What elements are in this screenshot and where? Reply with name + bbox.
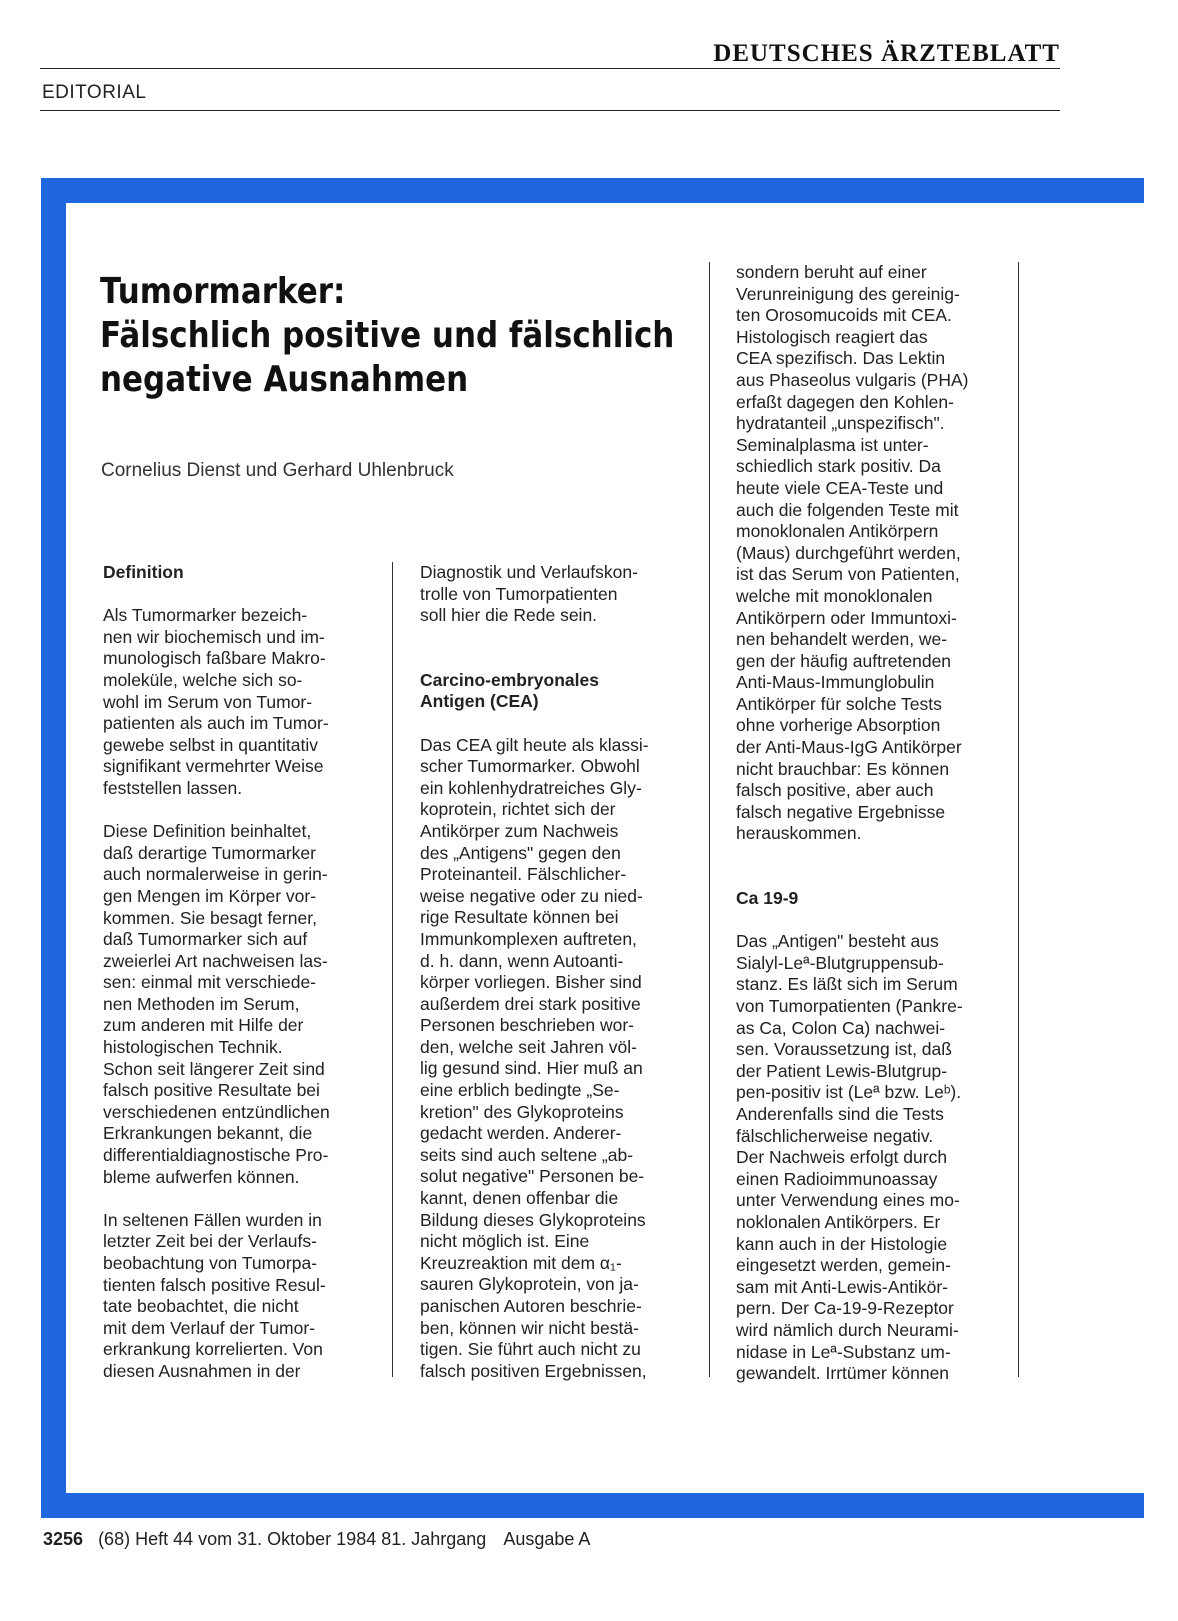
paragraph [420,562,700,627]
text-line: eingesetzt werden, gemein- [736,1255,951,1276]
text-line: Kreuzreaktion mit dem α₁- [420,1252,622,1273]
text-line: sen: einmal mit verschiede- [103,972,316,993]
heading-definition: Definition [103,562,184,582]
text-line: nen wir biochemisch und im- [103,626,325,647]
text-line: hydratanteil „unspezifisch". [736,413,945,434]
heading-cea [420,670,700,713]
text-line: der Patient Lewis-Blutgrup- [736,1060,948,1081]
page-footer [43,1529,590,1550]
heading-ca199: Ca 19-9 [736,888,799,909]
text-line: gedacht werden. Anderer- [420,1123,622,1144]
text-line: Proteinanteil. Fälschlicher- [420,864,627,885]
text-line: patienten als auch im Tumor- [103,713,329,734]
text-line: daß derartige Tumormarker [103,842,316,863]
text-line: Antikörper zum Nachweis [420,820,619,841]
text-line: Anderenfalls sind die Tests [736,1103,944,1124]
text-line: gewandelt. Irrtümer können [736,1363,950,1384]
text-line: Immunkomplexen auftreten, [420,928,637,949]
text-line: ten Orosomucoids mit CEA. [736,305,952,326]
column-divider [1018,262,1019,1377]
text-line: den, welche seit Jahren völ- [420,1036,637,1057]
text-line: Erkrankungen bekannt, die [103,1123,313,1144]
text-line: In seltenen Fällen wurden in [103,1209,322,1230]
text-line: Personen beschrieben wor- [420,1015,635,1036]
text-line: d. h. dann, wenn Autoanti- [420,950,624,971]
text-line: monoklonalen Antikörpern [736,521,939,542]
text-line: verschiedenen entzündlichen [103,1101,330,1122]
text-line: tate beobachtet, die nicht [103,1296,299,1317]
text-line: gen der häufig auftretenden [736,650,952,671]
text-line: Carcino-embryonales [420,669,599,690]
text-line: wohl im Serum von Tumor- [103,691,313,712]
paragraph [736,931,1016,1384]
text-line: kannt, denen offenbar die [420,1188,619,1209]
text-line: der Anti-Maus-IgG Antikörper [736,737,962,758]
article-title [100,270,675,402]
text-line: falsch positive Resultate bei [103,1080,320,1101]
text-line: ohne vorherige Absorption [736,715,941,736]
text-line: pern. Der Ca-19-9-Rezeptor [736,1298,954,1319]
text-line: sam mit Anti-Lewis-Antikör- [736,1276,948,1297]
text-line: welche mit monoklonalen [736,585,933,606]
text-line: aus Phaseolus vulgaris (PHA) [736,369,969,390]
text-line: daß Tumormarker sich auf [103,929,308,950]
text-line: Antikörpern oder Immuntoxi- [736,607,957,628]
column-divider [392,562,393,1377]
section-rule [40,110,1060,111]
text-line: Histologisch reagiert das [736,326,928,347]
section-label: EDITORIAL [42,82,147,103]
text-line: Antigen (CEA) [420,691,539,712]
text-line: einen Radioimmunoassay [736,1168,938,1189]
paragraph [103,605,383,799]
text-line: wird nämlich durch Neurami- [736,1319,959,1340]
paragraph [420,735,700,1383]
text-line: lig gesund sind. Hier muß an [420,1058,643,1079]
text-line: außerdem drei stark positive [420,993,641,1014]
text-line: weise negative oder zu nied- [420,885,643,906]
text-line: Seminalplasma ist unter- [736,434,929,455]
article-authors: Cornelius Dienst und Gerhard Uhlenbruck [101,460,454,481]
text-line: moleküle, welche sich so- [103,669,303,690]
text-line: beobachtung von Tumorpa- [103,1253,318,1273]
text-line: kretion" des Glykoproteins [420,1101,624,1122]
text-line: Sialyl-Leª-Blutgruppensub- [736,952,944,973]
text-line: von Tumorpatienten (Pankre- [736,996,963,1016]
text-line: Diese Definition beinhaltet, [103,821,312,842]
text-line: trolle von Tumorpatienten [420,583,618,604]
text-line: nen Methoden im Serum, [103,993,300,1014]
text-line: eine erblich bedingte „Se- [420,1080,620,1101]
text-line: tienten falsch positive Resul- [103,1274,326,1295]
text-line: differentialdiagnostische Pro- [103,1145,329,1166]
text-line: gewebe selbst in quantitativ [103,734,318,755]
text-line: ben, können wir nicht bestä- [420,1317,639,1338]
text-line: solut negative" Personen be- [420,1166,645,1187]
text-line: falsch positiven Ergebnissen, [420,1360,647,1381]
text-line: letzter Zeit bei der Verlaufs- [103,1231,317,1252]
page-number: 3256 [43,1529,84,1549]
text-line: auch die folgenden Teste mit [736,499,959,520]
text-line: schiedlich stark positiv. Da [736,456,941,477]
text-line: bleme aufwerfen können. [103,1166,300,1187]
title-line: Tumormarker: [100,271,346,312]
text-line: unter Verwendung eines mo- [736,1190,960,1211]
text-line: Das „Antigen" besteht aus [736,931,939,952]
text-line: Diagnostik und Verlaufskon- [420,562,638,582]
text-line: körper vorliegen. Bisher sind [420,972,642,993]
masthead-rule [40,68,1060,69]
text-line: Antikörper für solche Tests [736,693,942,714]
text-line: erkrankung korrelierten. Von [103,1339,323,1360]
text-line: panischen Autoren beschrie- [420,1296,642,1316]
text-line: noklonalen Antikörpers. Er [736,1211,941,1232]
issue-info: (68) Heft 44 vom 31. Oktober 1984 81. Jahrgang [98,1529,487,1549]
text-line: falsch positive, aber auch [736,780,934,801]
paragraph [103,1210,383,1383]
title-line: Fälschlich positive und fälschlich [100,315,675,356]
text-line: herauskommen. [736,823,862,844]
text-line: rige Resultate können bei [420,907,619,928]
column-1 [103,562,383,1383]
text-line: zweierlei Art nachweisen las- [103,950,328,971]
text-line: ein kohlenhydratreiches Gly- [420,777,642,798]
text-line: nicht brauchbar: Es können [736,758,950,779]
text-line: scher Tumormarker. Obwohl [420,756,640,777]
text-line: (Maus) durchgeführt werden, [736,542,961,563]
text-line: CEA spezifisch. Das Lektin [736,348,946,369]
column-3 [736,262,1016,1385]
masthead: DEUTSCHES ÄRZTEBLATT [713,40,1060,67]
text-line: fälschlicherweise negativ. [736,1125,934,1146]
text-line: nen behandelt werden, we- [736,629,948,650]
text-line: gen Mengen im Körper vor- [103,885,317,906]
text-line: Bildung dieses Glykoproteins [420,1209,646,1230]
paragraph [103,821,383,1188]
text-line: seits sind auch seltene „ab- [420,1144,634,1165]
text-line: sauren Glykoprotein, von ja- [420,1274,639,1295]
text-line: Das CEA gilt heute als klassi- [420,734,649,755]
text-line: soll hier die Rede sein. [420,605,598,626]
text-line: heute viele CEA-Teste und [736,477,944,498]
text-line: nidase in Leª-Substanz um- [736,1341,951,1362]
text-line: kann auch in der Histologie [736,1233,948,1254]
text-line: sondern beruht auf einer [736,262,927,282]
text-line: zum anderen mit Hilfe der [103,1015,304,1036]
text-line: kommen. Sie besagt ferner, [103,907,317,928]
text-line: sen. Voraussetzung ist, daß [736,1039,952,1060]
column-divider [709,262,710,1377]
text-line: as Ca, Colon Ca) nachwei- [736,1017,946,1038]
text-line: signifikant vermehrter Weise [103,756,324,777]
paragraph [736,262,1016,845]
text-line: Als Tumormarker bezeich- [103,605,308,626]
edition: Ausgabe A [503,1529,591,1549]
text-line: histologischen Technik. [103,1037,283,1058]
text-line: feststellen lassen. [103,777,243,798]
text-line: auch normalerweise in gerin- [103,864,328,885]
text-line: Anti-Maus-Immunglobulin [736,672,935,693]
text-line: ist das Serum von Patienten, [736,564,960,585]
text-line: Der Nachweis erfolgt durch [736,1147,948,1168]
text-line: des „Antigens" gegen den [420,842,621,863]
text-line: stanz. Es läßt sich im Serum [736,974,958,995]
text-line: pen-positiv ist (Leª bzw. Leᵇ). [736,1082,962,1103]
text-line: erfaßt dagegen den Kohlen- [736,391,954,412]
text-line: Schon seit längerer Zeit sind [103,1058,325,1079]
text-line: tigen. Sie führt auch nicht zu [420,1339,641,1360]
title-line: negative Ausnahmen [100,359,469,400]
text-line: diesen Ausnahmen in der [103,1360,301,1381]
text-line: koprotein, richtet sich der [420,799,616,820]
column-2 [420,562,700,1382]
text-line: nicht möglich ist. Eine [420,1231,590,1252]
text-line: falsch negative Ergebnisse [736,801,946,822]
text-line: Verunreinigung des gereinig- [736,283,960,304]
text-line: mit dem Verlauf der Tumor- [103,1317,316,1338]
text-line: munologisch faßbare Makro- [103,648,326,669]
